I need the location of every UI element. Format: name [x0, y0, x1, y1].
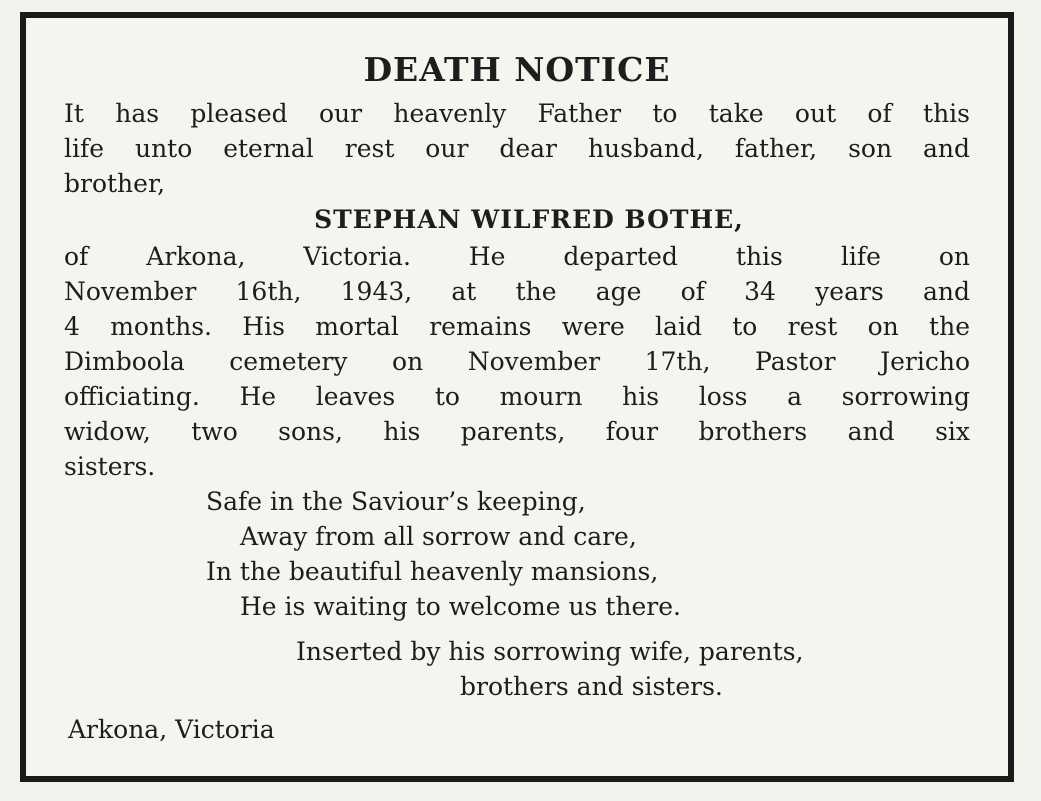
inserted-line: Inserted by his sorrowing wife, parents, — [296, 637, 804, 666]
intro-paragraph — [64, 96, 970, 201]
signoff-location: Arkona, Victoria — [68, 715, 275, 744]
body-paragraph — [64, 239, 970, 484]
body-line: Dimboola cemetery on November 17th, Pastor Jericho — [64, 347, 970, 376]
intro-line: life unto eternal rest our dear husband, father, son and — [64, 134, 970, 163]
verse — [64, 484, 970, 624]
notice-frame — [20, 12, 1014, 782]
verse-line: Away from all sorrow and care, — [240, 522, 637, 551]
body-line: sisters. — [64, 452, 156, 481]
body-line: officiating. He leaves to mourn his loss a sorrowing — [64, 382, 970, 411]
body-line: 4 months. His mortal remains were laid to rest on the — [64, 312, 970, 341]
notice-title: DEATH NOTICE — [363, 50, 671, 89]
notice-content — [64, 48, 970, 747]
body-line: November 16th, 1943, at the age of 34 years and — [64, 277, 970, 306]
intro-line: It has pleased our heavenly Father to take out of this — [64, 99, 970, 128]
verse-line: He is waiting to welcome us there. — [240, 592, 681, 621]
deceased-name: STEPHAN WILFRED BOTHE, — [314, 205, 744, 234]
inserted-line: brothers and sisters. — [460, 672, 723, 701]
inserted-by — [64, 634, 970, 704]
body-line: of Arkona, Victoria. He departed this life on — [64, 242, 970, 271]
verse-line: Safe in the Saviour’s keeping, — [206, 487, 586, 516]
body-line: widow, two sons, his parents, four brothers and six — [64, 417, 970, 446]
intro-line: brother, — [64, 169, 166, 198]
verse-line: In the beautiful heavenly mansions, — [206, 557, 659, 586]
